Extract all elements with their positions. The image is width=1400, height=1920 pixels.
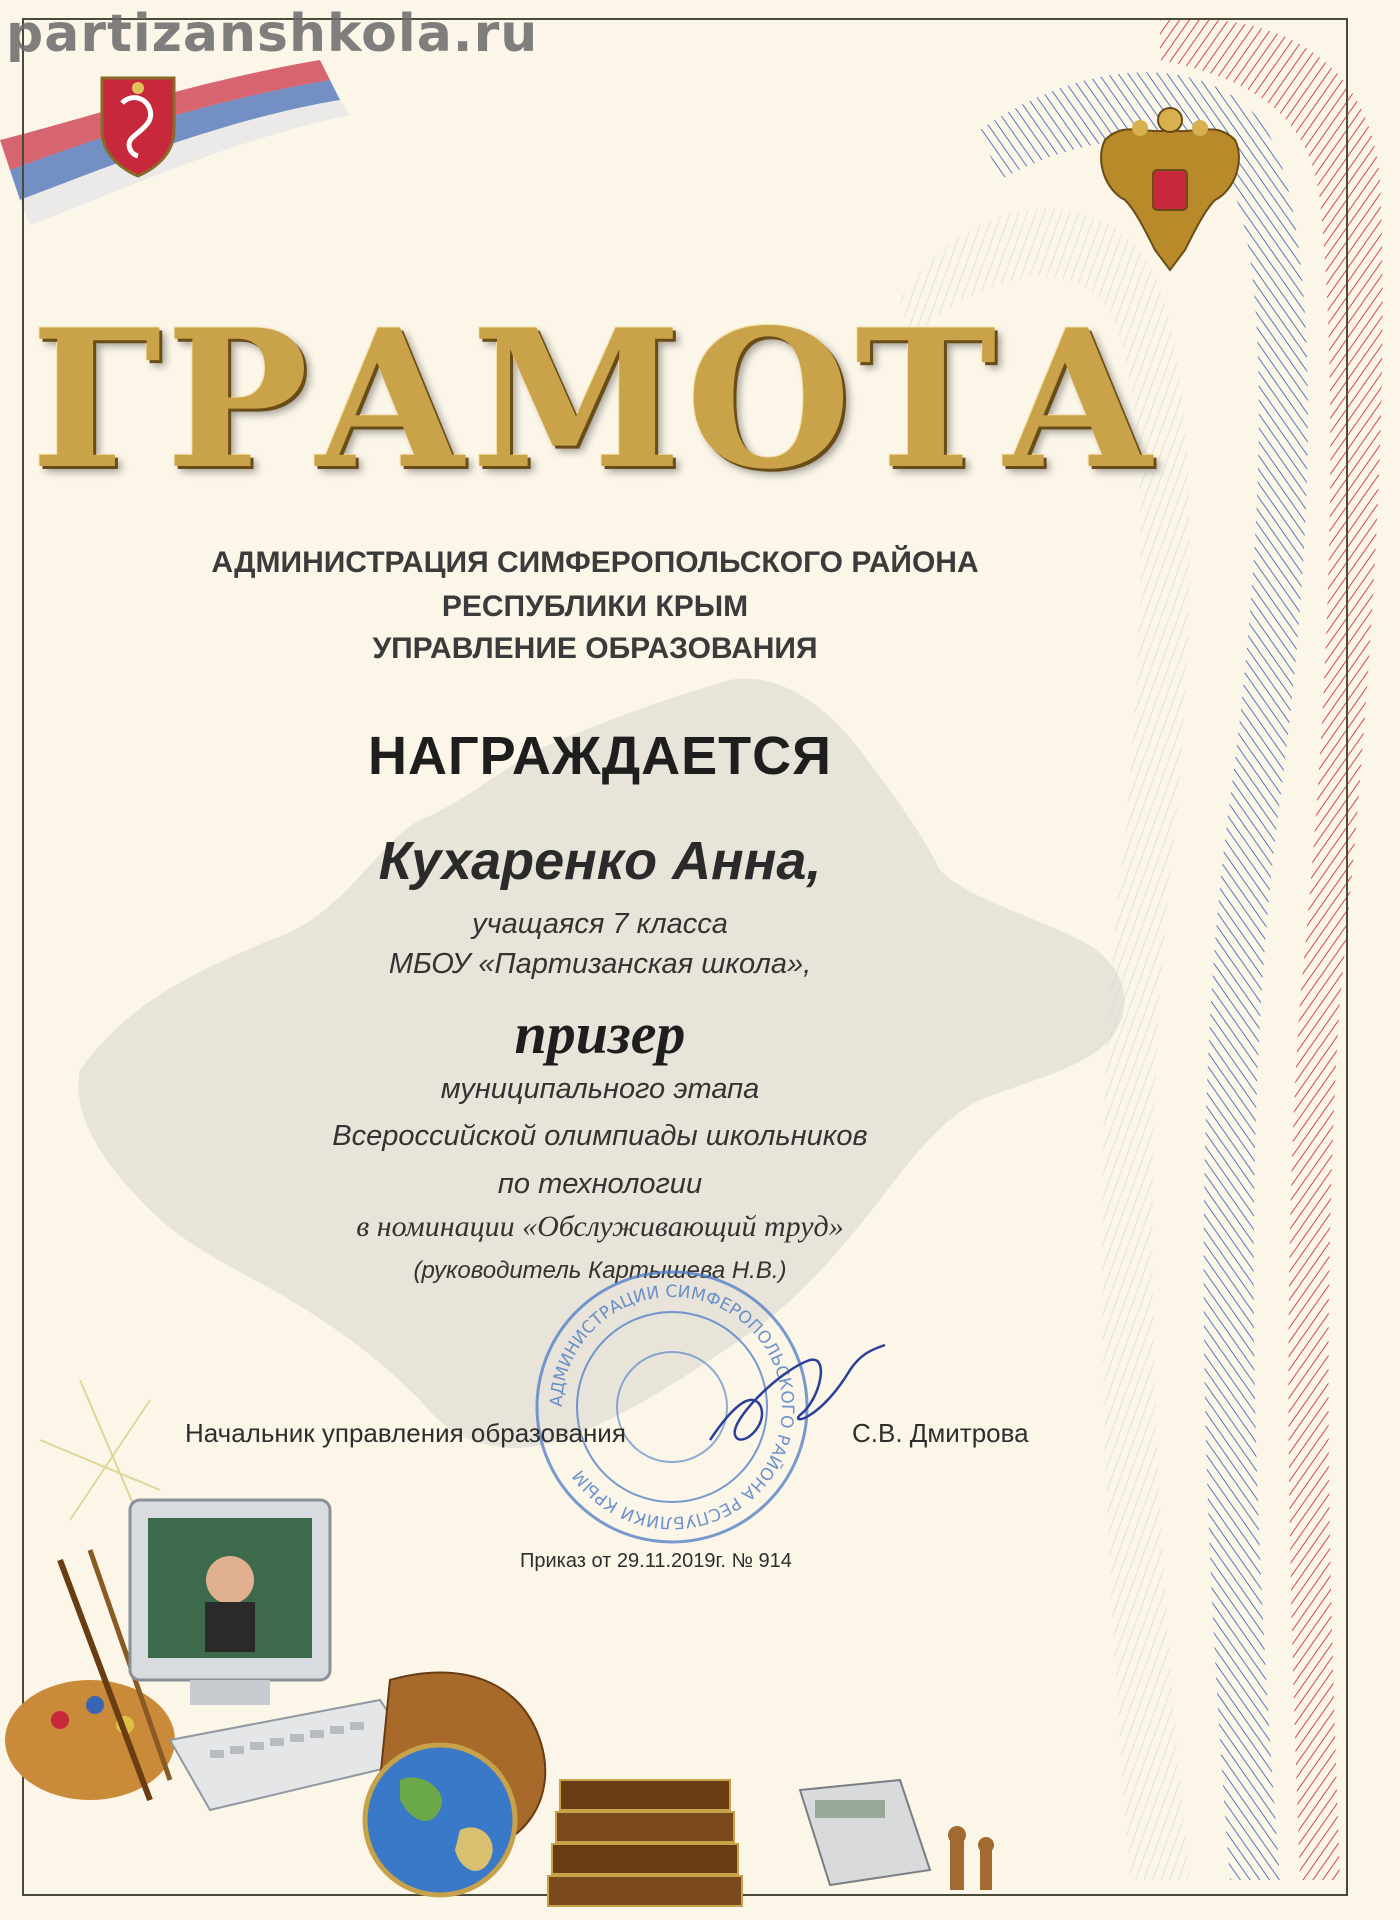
computer-monitor-icon: [130, 1500, 330, 1705]
russia-double-headed-eagle-icon: [1085, 100, 1255, 280]
organization-line-3: УПРАВЛЕНИЕ ОБРАЗОВАНИЯ: [372, 632, 818, 665]
organization-line-1: АДМИНИСТРАЦИЯ СИМФЕРОПОЛЬСКОГО РАЙОНА: [211, 546, 979, 579]
award-leader: (руководитель Картышева Н.В.): [413, 1257, 787, 1284]
awarded-label: НАГРАЖДАЕТСЯ: [368, 726, 832, 786]
books-icon: [548, 1780, 742, 1906]
order-reference: Приказ от 29.11.2019г. № 914: [520, 1550, 792, 1572]
chess-pieces-icon: [948, 1826, 994, 1890]
award-olympiad: Всероссийской олимпиады школьников: [332, 1120, 868, 1152]
recipient-school: МБОУ «Партизанская школа»,: [388, 948, 812, 980]
certificate-title: ГРАМОТА: [30, 288, 1160, 511]
school-items-decoration: [0, 1380, 1020, 1920]
award-status: призер: [514, 1001, 686, 1066]
globe-icon: [365, 1745, 515, 1895]
signatory-position: Начальник управления образования: [185, 1418, 626, 1448]
crimea-coat-of-arms-icon: [92, 68, 184, 178]
award-stage: муниципального этапа: [440, 1073, 760, 1105]
award-subject: по технологии: [497, 1168, 703, 1200]
recipient-grade: учащаяся 7 класса: [472, 908, 728, 940]
site-watermark: partizanshkola.ru: [6, 4, 539, 64]
seal-text: АДМИНИСТРАЦИИ СИМФЕРОПОЛЬСКОГО РАЙОНА РЕСПУБЛИКИ КРЫМ: [546, 1281, 798, 1533]
organization-line-2: РЕСПУБЛИКИ КРЫМ: [441, 590, 749, 623]
calculator-icon: [800, 1780, 930, 1885]
signatory-name: С.В. Дмитрова: [852, 1418, 1029, 1448]
award-nomination: в номинации «Обслуживающий труд»: [356, 1210, 844, 1243]
recipient-name: Кухаренко Анна,: [378, 831, 822, 891]
